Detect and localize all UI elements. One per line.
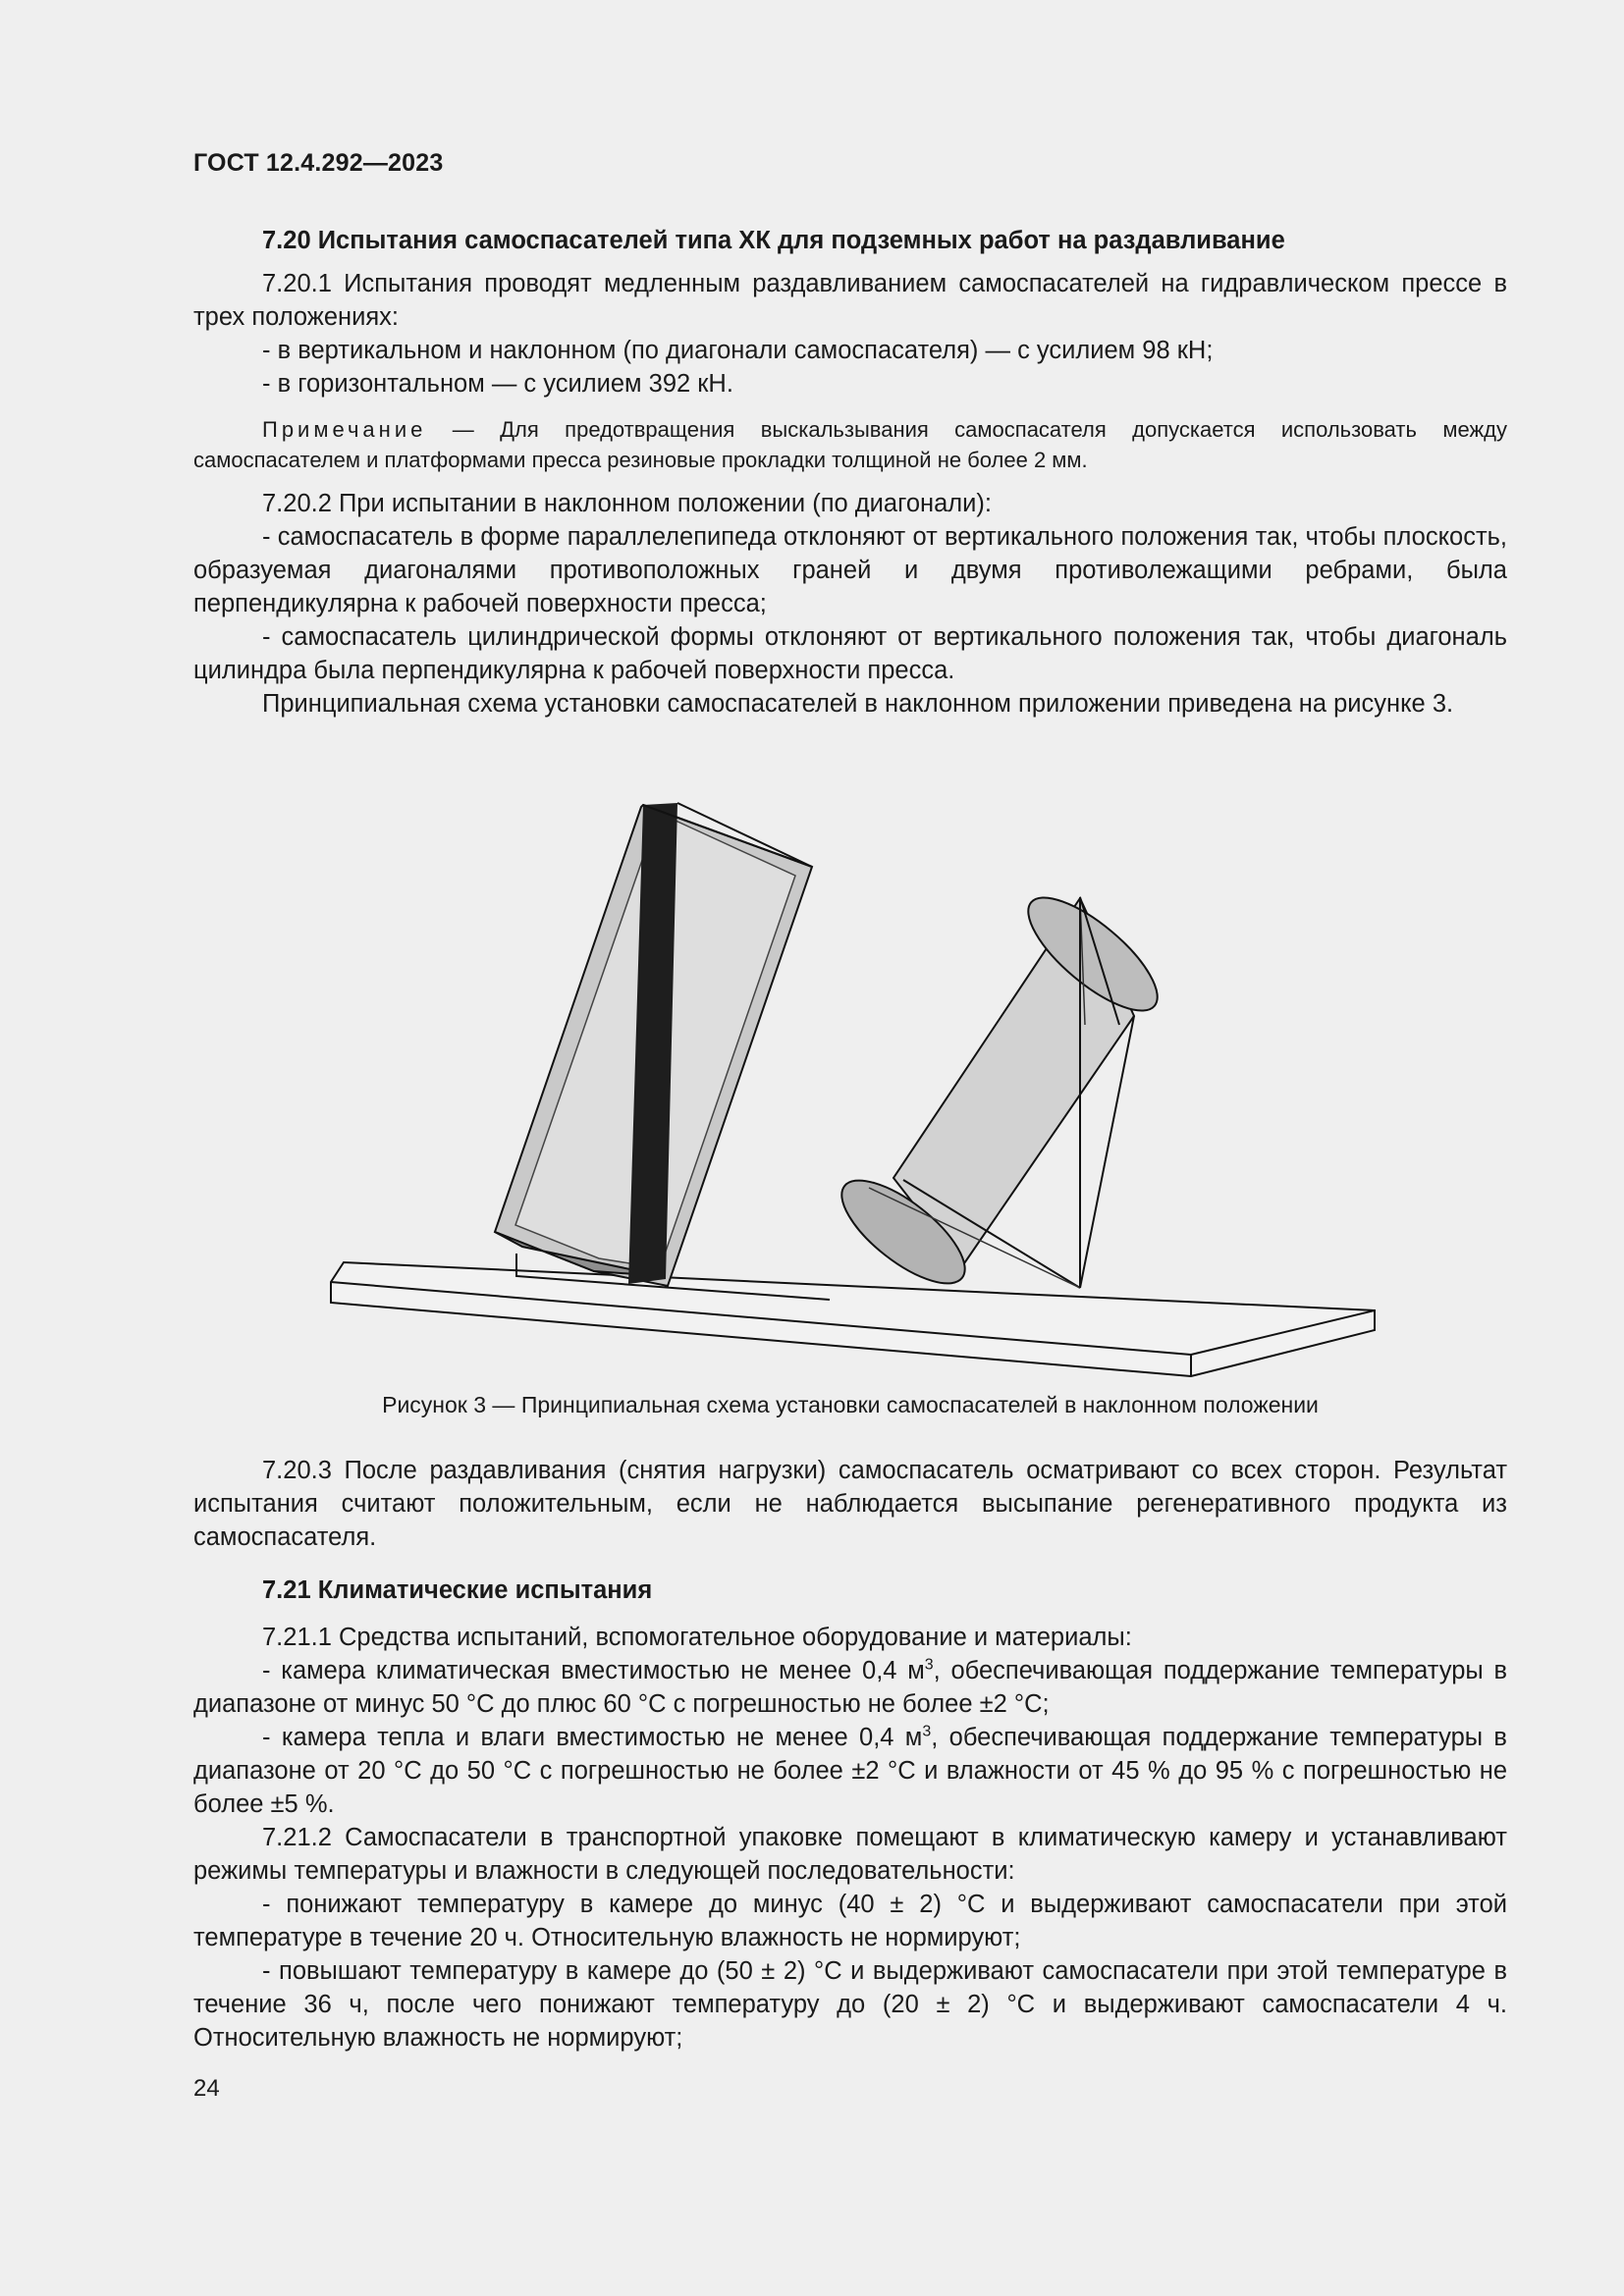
list-item: - самоспасатель цилиндрической формы отклоняют от вертикального положения так, чтобы диагональ цилиндра была перпендикулярна к рабочей поверхности пресса.	[193, 623, 1507, 684]
cylinder-model	[827, 880, 1173, 1301]
list-item: - в вертикальном и наклонном (по диагонали самоспасателя) — с усилием 98 кН;	[262, 337, 1214, 364]
document-header: ГОСТ 12.4.292—2023	[193, 149, 444, 177]
paragraph: Принципиальная схема установки самоспасателей в наклонном приложении приведена на рисунке 3.	[262, 690, 1454, 718]
paragraph: 7.21.2 Самоспасатели в транспортной упаковке помещают в климатическую камеру и устанавливают режимы температуры и влажности в следующей последовательности:	[193, 1824, 1507, 1885]
figure-3-diagram	[295, 785, 1394, 1384]
page-number: 24	[193, 2075, 220, 2102]
list-item: - в горизонтальном — с усилием 392 кН.	[262, 370, 733, 398]
section-7-20	[193, 224, 1507, 721]
list-item	[193, 1654, 1507, 1721]
section-title: 7.21 Климатические испытания	[262, 1576, 653, 1604]
list-item	[193, 1721, 1507, 1821]
list-item-text: - камера климатическая вместимостью не менее 0,4 м	[262, 1657, 925, 1684]
superscript: 3	[924, 1656, 934, 1674]
paragraph: 7.20.3 После раздавливания (снятия нагрузки) самоспасатель осматривают со всех сторон. Результат испытания считают положительным, если не наблюдается высыпание регенеративного продукта из самоспасателя.	[193, 1457, 1507, 1551]
section-title: 7.20 Испытания самоспасателей типа ХК для подземных работ на раздавливание	[262, 227, 1285, 254]
list-item-text: - камера тепла и влаги вместимостью не менее 0,4 м	[262, 1724, 923, 1751]
list-item: - повышают температуру в камере до (50 ± 2) °С и выдерживают самоспасатели при этой температуре в течение 36 ч, после чего понижают температуру до (20 ± 2) °С и выдерживают самоспасатели 4 ч. Относительную влажность не нормируют;	[193, 1957, 1507, 2052]
list-item: - понижают температуру в камере до минус (40 ± 2) °С и выдерживают самоспасатели при этой температуре в течение 20 ч. Относительную влажность не нормируют;	[193, 1891, 1507, 1951]
press-platform	[331, 1254, 1375, 1376]
superscript: 3	[922, 1723, 932, 1740]
list-item-text: , обеспечивающая поддержание температуры в диапазоне от 20 °С до 50 °С с погрешностью не более ±2 °С и влажности от 45 % до 95 % с погрешностью не более ±5 %.	[193, 1724, 1507, 1818]
paragraph: 7.20.2 При испытании в наклонном положении (по диагонали):	[262, 490, 992, 517]
note-label: Примечание	[262, 417, 427, 442]
note	[193, 414, 1507, 475]
note-text: — Для предотвращения выскальзывания самоспасателя допускается использовать между самоспасателем и платформами пресса резиновые прокладки толщиной не более 2 мм.	[193, 417, 1507, 472]
figure-caption: Рисунок 3 — Принципиальная схема установки самоспасателей в наклонном положении	[382, 1392, 1319, 1417]
section-7-20-3	[193, 1454, 1507, 2055]
paragraph: 7.21.1 Средства испытаний, вспомогательное оборудование и материалы:	[262, 1624, 1132, 1651]
list-item: - самоспасатель в форме параллелепипеда отклоняют от вертикального положения так, чтобы плоскость, образуемая диагоналями противоположных граней и двумя противолежащими ребрами, была перпендикулярна к рабочей поверхности пресса;	[193, 523, 1507, 617]
parallelepiped-model	[495, 803, 812, 1286]
paragraph: 7.20.1 Испытания проводят медленным раздавливанием самоспасателей на гидравлическом прессе в трех положениях:	[193, 270, 1507, 331]
list-item-text: , обеспечивающая поддержание температуры в диапазоне от минус 50 °С до плюс 60 °С с погрешностью не более ±2 °С;	[193, 1657, 1507, 1718]
